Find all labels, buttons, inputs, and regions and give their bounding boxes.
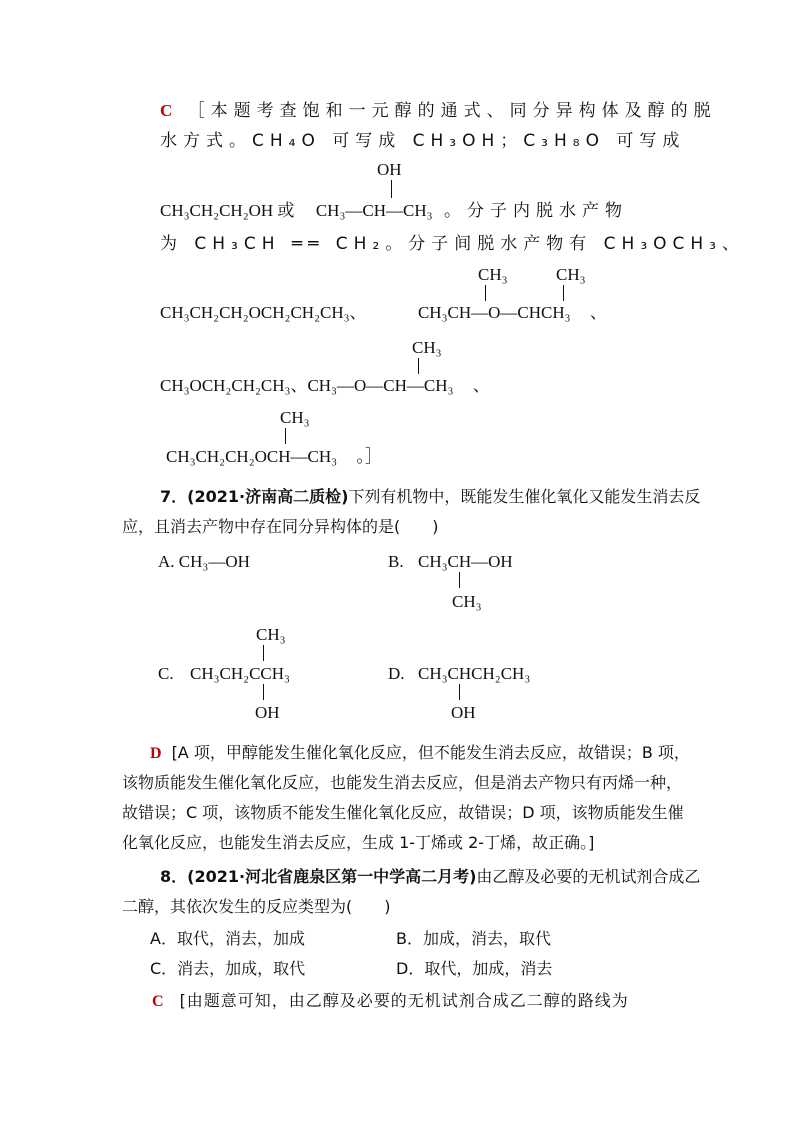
answer-6-letter: C [160, 101, 173, 120]
option-7b-sub: CH₃ [452, 592, 482, 611]
bond-vertical-1 [391, 180, 392, 198]
option-7b-label: B. [388, 552, 404, 571]
option-7a: A. CH₃—OH [158, 552, 250, 571]
option-8c: C．消去，加成，取代 [150, 959, 306, 978]
ether-diisopropyl: CH₃CH—O—CHCH₃ [417, 303, 571, 322]
explanation-6-line7 [166, 446, 382, 468]
bond-vertical-7c-top [263, 645, 264, 661]
separator-2: 、 [472, 376, 490, 395]
question-7-number: 7． [160, 487, 188, 506]
option-8a: A．取代，消去，加成 [150, 929, 305, 948]
ether-methylpropyl: CH₃OCH₂CH₂CH₃、CH₃—O—CH—CH₃ [160, 376, 454, 395]
option-8b: B．加成，消去，取代 [396, 929, 551, 948]
question-7-stem-line1 [160, 486, 700, 508]
explanation-6-line6 [160, 375, 490, 397]
option-7b-main: CH₃CH—OH [418, 552, 513, 571]
explanation-6-text3: 。分子内脱水产物 [443, 201, 628, 221]
ether-dipropyl: CH₃CH₂CH₂OCH₂CH₂CH₃、 [160, 303, 367, 322]
methyl-branch-a: CH₃ [478, 265, 508, 284]
bond-vertical-4 [418, 358, 419, 374]
oh-substituent-1: OH [377, 160, 402, 179]
bond-vertical-2 [485, 285, 486, 301]
question-8-number: 8． [160, 867, 188, 886]
explanation-7-line4: 化氧化反应，也能发生消去反应，生成 1-丁烯或 2-丁烯，故正确。] [122, 833, 595, 852]
question-7-text1: 下列有机物中，既能发生催化氧化又能发生消去反 [348, 487, 701, 506]
option-7d-bot: OH [451, 703, 476, 722]
explanation-8-text1: [由题意可知，由乙醇及必要的无机试剂合成乙二醇的路线为 [179, 991, 629, 1010]
explanation-6-line3 [160, 200, 628, 222]
question-8-text1: 由乙醇及必要的无机试剂合成乙 [476, 867, 701, 886]
question-8-stem-line2: 二醇，其依次发生的反应类型为( ) [122, 897, 391, 916]
option-7c-main: CH₃CH₂CCH₃ [190, 664, 290, 683]
bond-vertical-7b [459, 572, 460, 588]
answer-8-letter: C [152, 993, 164, 1010]
bond-vertical-3 [563, 285, 564, 301]
bond-vertical-7c-bot [263, 684, 264, 700]
question-8-source: (2021·河北省鹿泉区第一中学高二月考) [187, 867, 477, 886]
explanation-6-text1: ［本题考查饱和一元醇的通式、同分异构体及醇的脱 [187, 101, 717, 121]
methyl-branch-b: CH₃ [556, 265, 586, 284]
ether-propylethyl: CH₃CH₂CH₂OCH—CH₃ [166, 447, 338, 466]
propanol-2: CH₃—CH—CH₃ [315, 201, 433, 220]
explanation-7-line3: 故错误；C 项，该物质不能发生催化氧化反应，故错误；D 项，该物质能发生催 [122, 803, 684, 822]
answer-6-line1 [160, 100, 717, 122]
methyl-branch-c: CH₃ [412, 338, 442, 357]
answer-7-letter: D [150, 745, 162, 762]
explanation-7-line2: 该物质能发生催化氧化反应，也能发生消去反应，但是消去产物只有丙烯一种， [122, 773, 683, 792]
option-7c-label: C. [158, 664, 174, 683]
explanation-6-line4: 为 CH₃CH ══ CH₂。分子间脱水产物有 CH₃OCH₃、 [160, 234, 745, 254]
bond-vertical-5 [285, 428, 286, 444]
question-8-stem-line1 [160, 866, 700, 888]
option-7c-bot: OH [255, 703, 280, 722]
question-7-stem-line2: 应，且消去产物中存在同分异构体的是( ) [122, 517, 439, 536]
option-7d-label: D. [388, 664, 405, 683]
question-7-source: (2021·济南高二质检) [187, 487, 349, 506]
separator-1: 、 [589, 303, 607, 322]
closing-bracket-6: 。］ [356, 447, 382, 466]
option-7d-main: CH₃CHCH₂CH₃ [418, 664, 531, 683]
explanation-6-line5 [160, 302, 607, 324]
bond-vertical-7d [459, 684, 460, 700]
explanation-8-line1 [152, 990, 629, 1013]
option-8d: D．取代，加成，消去 [396, 959, 553, 978]
propanol-1: CH₃CH₂CH₂OH 或 [160, 201, 295, 220]
explanation-7-text1: [A 项，甲醇能发生催化氧化反应，但不能发生消去反应，故错误；B 项， [171, 743, 690, 762]
explanation-7-line1 [150, 742, 690, 765]
explanation-6-line2: 水方式。CH₄O 可写成 CH₃OH；C₃H₈O 可写成 [160, 131, 686, 151]
option-7c-top: CH₃ [256, 625, 286, 644]
methyl-branch-d: CH₃ [280, 408, 310, 427]
